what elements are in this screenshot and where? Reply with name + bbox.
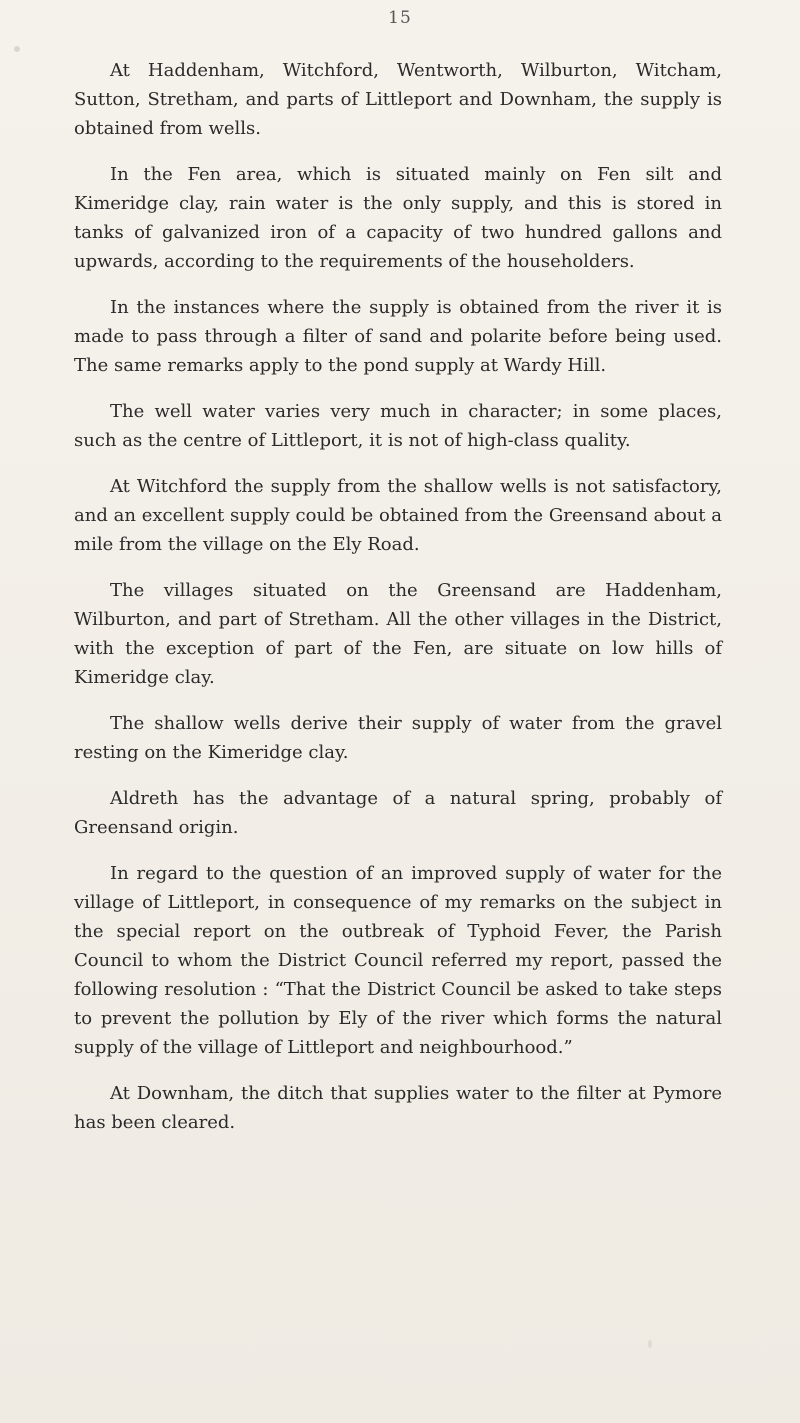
page-number: 15	[388, 8, 412, 28]
paragraph-8: Aldreth has the advantage of a natural spring, probably of Greensand origin.	[74, 788, 722, 838]
paragraph-5: At Witchford the supply from the shallow wells is not satisfactory, and an excellent supply could be obtained from the Greensand about a mile from the village on the Ely Road.	[74, 476, 722, 555]
paragraph-1: At Haddenham, Witchford, Wentworth, Wilburton, Witcham, Sutton, Stretham, and parts of Littleport and Downham, the supply is obtained from wells.	[74, 60, 722, 139]
paragraph-9: In regard to the question of an improved supply of water for the village of Littleport, in consequence of my remarks on the subject in the special report on the outbreak of Typhoid Fever, the Parish Council to whom the District Council referred my report, passed the following resolution : “That the District Council be asked to take steps to prevent the pollution by Ely of the river which forms the natural supply of the village of Littleport and neighbourhood.”	[74, 863, 722, 1058]
paragraph-4: The well water varies very much in character; in some places, such as the centre of Littleport, it is not of high-class quality.	[74, 401, 722, 451]
paragraph-7: The shallow wells derive their supply of water from the gravel resting on the Kimeridge clay.	[74, 713, 722, 763]
paragraph-2: In the Fen area, which is situated mainly on Fen silt and Kimeridge clay, rain water is the only supply, and this is stored in tanks of galvanized iron of a capacity of two hundred gallons and upwards, according to the requirements of the householders.	[74, 164, 722, 272]
paragraph-3: In the instances where the supply is obtained from the river it is made to pass through a filter of sand and polarite before being used. The same remarks apply to the pond supply at Wardy Hill.	[74, 297, 722, 376]
paragraph-10: At Downham, the ditch that supplies water to the filter at Pymore has been cleared.	[74, 1083, 722, 1133]
paragraph-6: The villages situated on the Greensand are Haddenham, Wilburton, and part of Stretham. All the other villages in the District, with the exception of part of the Fen, are situate on low hills of Kimeridge clay.	[74, 580, 722, 688]
body-text	[74, 56, 722, 1154]
paper-speck	[14, 46, 20, 52]
paper-speck	[648, 1340, 652, 1348]
